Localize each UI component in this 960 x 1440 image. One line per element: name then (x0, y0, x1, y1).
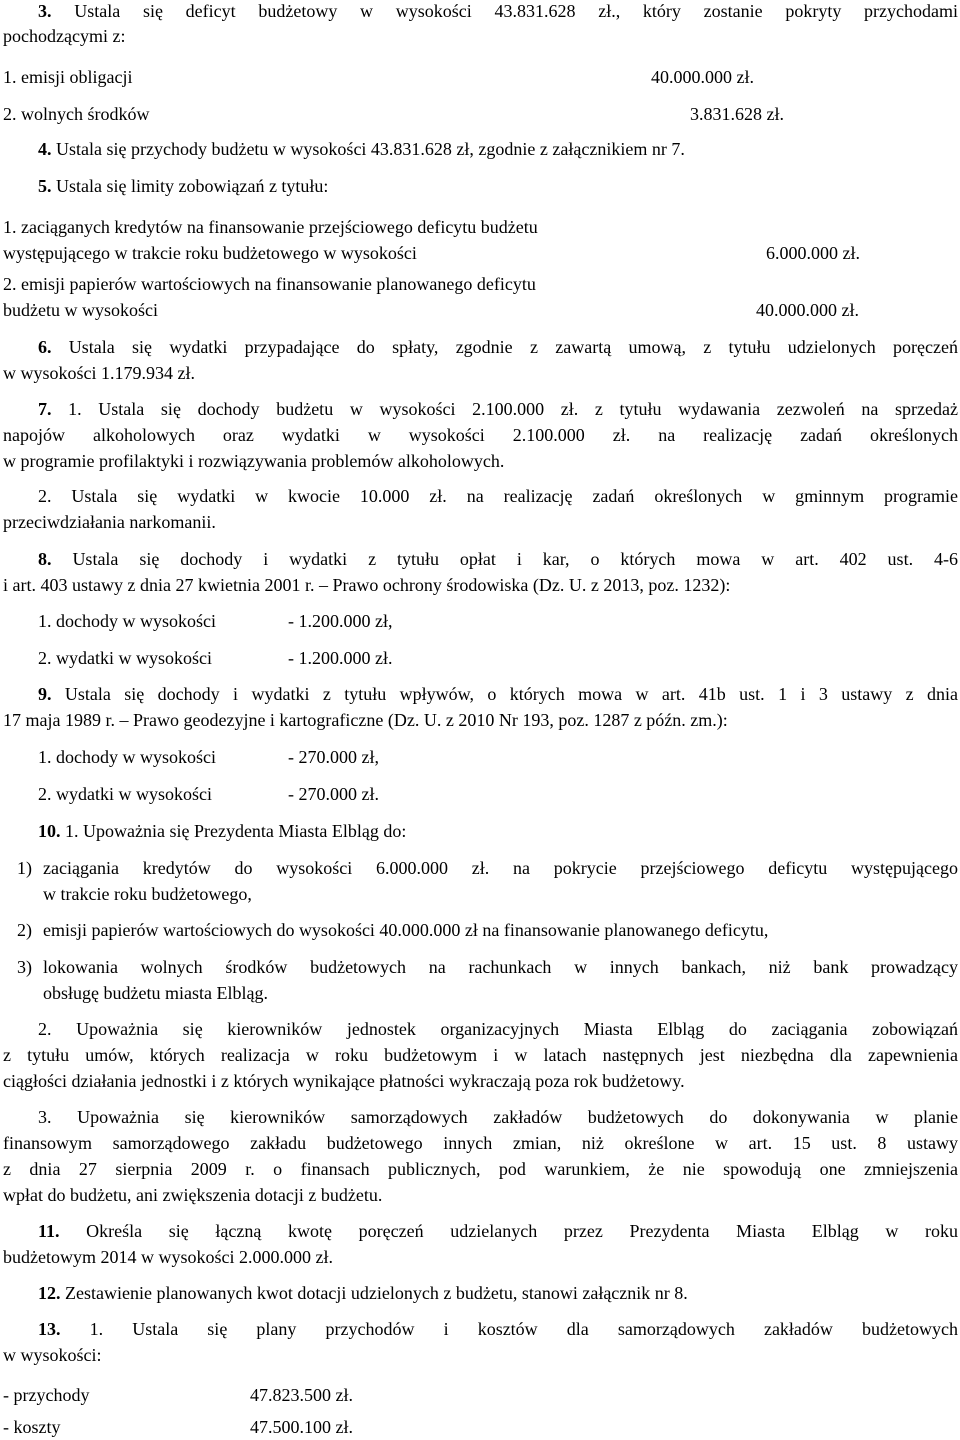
section-13-line-1: 13. 1. Ustala się plany przychodów i kosztów dla samorządowych zakładów budżetowych (38, 1319, 958, 1339)
section-10-list-1-line-1: zaciągania kredytów do wysokości 6.000.000 zł. na pokrycie przejściowego deficytu występującego (43, 858, 958, 878)
section-7-line-1: 7. 1. Ustala się dochody budżetu w wysokości 2.100.000 zł. z tytułu wydawania zezwoleń na sprzedaż (38, 399, 958, 419)
section-8-line-1: 8. Ustala się dochody i wydatki z tytułu opłat i kar, o których mowa w art. 402 ust. 4-6 (38, 549, 958, 569)
section-3-item-2-amount: 3.831.628 zł. (690, 104, 784, 124)
section-9-line-2: 17 maja 1989 r. – Prawo geodezyjne i kartograficzne (Dz. U. z 2010 Nr 193, poz. 1287 z późn. zm.): (3, 710, 728, 730)
section-11-number: 11. (38, 1221, 60, 1241)
section-13-line-2: w wysokości: (3, 1345, 102, 1365)
section-6-number: 6. (38, 337, 52, 357)
section-10-list-3-number: 3) (17, 957, 32, 977)
section-9-item-1-label: 1. dochody w wysokości (38, 747, 216, 767)
section-13-item-1-amount: 47.823.500 zł. (250, 1385, 353, 1405)
section-11-line-2: budżetowym 2014 w wysokości 2.000.000 zł. (3, 1247, 333, 1267)
section-7-line-3: w programie profilaktyki i rozwiązywania problemów alkoholowych. (3, 451, 505, 471)
section-7-number: 7. (38, 399, 52, 419)
section-3-item-1-label: 1. emisji obligacji (3, 67, 133, 87)
section-8-item-1-label: 1. dochody w wysokości (38, 611, 216, 631)
section-9-item-1-amount: - 270.000 zł, (288, 747, 379, 767)
section-3-item-1-amount: 40.000.000 zł. (651, 67, 754, 87)
section-10-p2-line-2: z tytułu umów, których realizacja w roku budżetowym i w latach następnych jest niezbędna dla zapewnienia (3, 1045, 958, 1065)
section-5-item-1-line-2: występującego w trakcie roku budżetowego w wysokości (3, 243, 417, 263)
section-8-line-2: i art. 403 ustawy z dnia 27 kwietnia 2001 r. – Prawo ochrony środowiska (Dz. U. z 2013, poz. 1232): (3, 575, 731, 595)
section-10-number: 10. (38, 821, 61, 841)
section-10-p3-line-2: finansowym samorządowego zakładu budżetowego innych zmian, niż określone w art. 15 ust. 8 ustawy (3, 1133, 958, 1153)
section-9-number: 9. (38, 684, 52, 704)
section-6-line-1: 6. Ustala się wydatki przypadające do spłaty, zgodnie z zawartą umową, z tytułu udzielonych poręczeń (38, 337, 958, 357)
section-5-title: 5. Ustala się limity zobowiązań z tytułu: (38, 176, 329, 196)
section-8-item-2-amount: - 1.200.000 zł. (288, 648, 393, 668)
section-13-item-2-label: - koszty (3, 1417, 61, 1437)
section-5-item-1-line-1: 1. zaciąganych kredytów na finansowanie przejściowego deficytu budżetu (3, 217, 538, 237)
section-10-list-3-line-1: lokowania wolnych środków budżetowych na rachunkach w innych bankach, niż bank prowadzący (43, 957, 958, 977)
section-4-number: 4. (38, 139, 52, 159)
section-5-number: 5. (38, 176, 52, 196)
section-8-number: 8. (38, 549, 52, 569)
section-10-list-1-number: 1) (17, 858, 32, 878)
section-10-list-2-number: 2) (17, 920, 32, 940)
section-10-p2-line-3: ciągłości działania jednostki i z których wynikające płatności wykraczają poza rok budżetowy. (3, 1071, 685, 1091)
section-5-item-1-amount: 6.000.000 zł. (766, 243, 860, 263)
section-13-item-2-amount: 47.500.100 zł. (250, 1417, 353, 1437)
section-10-list-3-line-2: obsługę budżetu miasta Elbląg. (43, 983, 268, 1003)
section-12-number: 12. (38, 1283, 61, 1303)
section-7-p2-line-1: 2. Ustala się wydatki w kwocie 10.000 zł. na realizację zadań określonych w gminnym programie (38, 486, 958, 506)
section-12: 12. Zestawienie planowanych kwot dotacji udzielonych z budżetu, stanowi załącznik nr 8. (38, 1283, 688, 1303)
section-10-list-2-line-1: emisji papierów wartościowych do wysokości 40.000.000 zł na finansowanie planowanego deficytu, (43, 920, 769, 940)
section-6-line-2: w wysokości 1.179.934 zł. (3, 363, 195, 383)
section-5-item-2-amount: 40.000.000 zł. (756, 300, 859, 320)
section-7-p2-line-2: przeciwdziałania narkomanii. (3, 512, 216, 532)
section-10-p3-line-4: wpłat do budżetu, ani zwiększenia dotacji z budżetu. (3, 1185, 383, 1205)
section-13-item-1-label: - przychody (3, 1385, 90, 1405)
section-11-line-1: 11. Określa się łączną kwotę poręczeń udzielanych przez Prezydenta Miasta Elbląg w roku (38, 1221, 959, 1241)
section-7-line-2: napojów alkoholowych oraz wydatki w wysokości 2.100.000 zł. na realizację zadań określonych (3, 425, 958, 445)
section-8-item-1-amount: - 1.200.000 zł, (288, 611, 393, 631)
section-9-item-2-amount: - 270.000 zł. (288, 784, 379, 804)
section-9-line-1: 9. Ustala się dochody i wydatki z tytułu wpływów, o których mowa w art. 41b ust. 1 i 3 ustawy z dnia (38, 684, 959, 704)
section-4: 4. Ustala się przychody budżetu w wysokości 43.831.628 zł, zgodnie z załącznikiem nr 7. (38, 139, 685, 159)
section-9-item-2-label: 2. wydatki w wysokości (38, 784, 212, 804)
section-10-p3-line-3: z dnia 27 sierpnia 2009 r. o finansach publicznych, pod warunkiem, że nie spowodują one zmniejszenia (3, 1159, 958, 1179)
section-3-line-2: pochodzącymi z: (3, 26, 126, 46)
section-5-item-2-line-2: budżetu w wysokości (3, 300, 158, 320)
section-8-item-2-label: 2. wydatki w wysokości (38, 648, 212, 668)
section-13-number: 13. (38, 1319, 61, 1339)
section-5-item-2-line-1: 2. emisji papierów wartościowych na finansowanie planowanego deficytu (3, 274, 536, 294)
section-10-list-1-line-2: w trakcie roku budżetowego, (43, 884, 252, 904)
section-10-title: 10. 1. Upoważnia się Prezydenta Miasta Elbląg do: (38, 821, 407, 841)
section-3-number: 3. (38, 1, 52, 21)
section-3-line-1: 3. Ustala się deficyt budżetowy w wysokości 43.831.628 zł., który zostanie pokryty przychodami (38, 1, 959, 21)
section-10-p2-line-1: 2. Upoważnia się kierowników jednostek organizacyjnych Miasta Elbląg do zaciągania zobowiązań (38, 1019, 958, 1039)
section-10-p3-line-1: 3. Upoważnia się kierowników samorządowych zakładów budżetowych do dokonywania w planie (38, 1107, 958, 1127)
section-3-item-2-label: 2. wolnych środków (3, 104, 150, 124)
